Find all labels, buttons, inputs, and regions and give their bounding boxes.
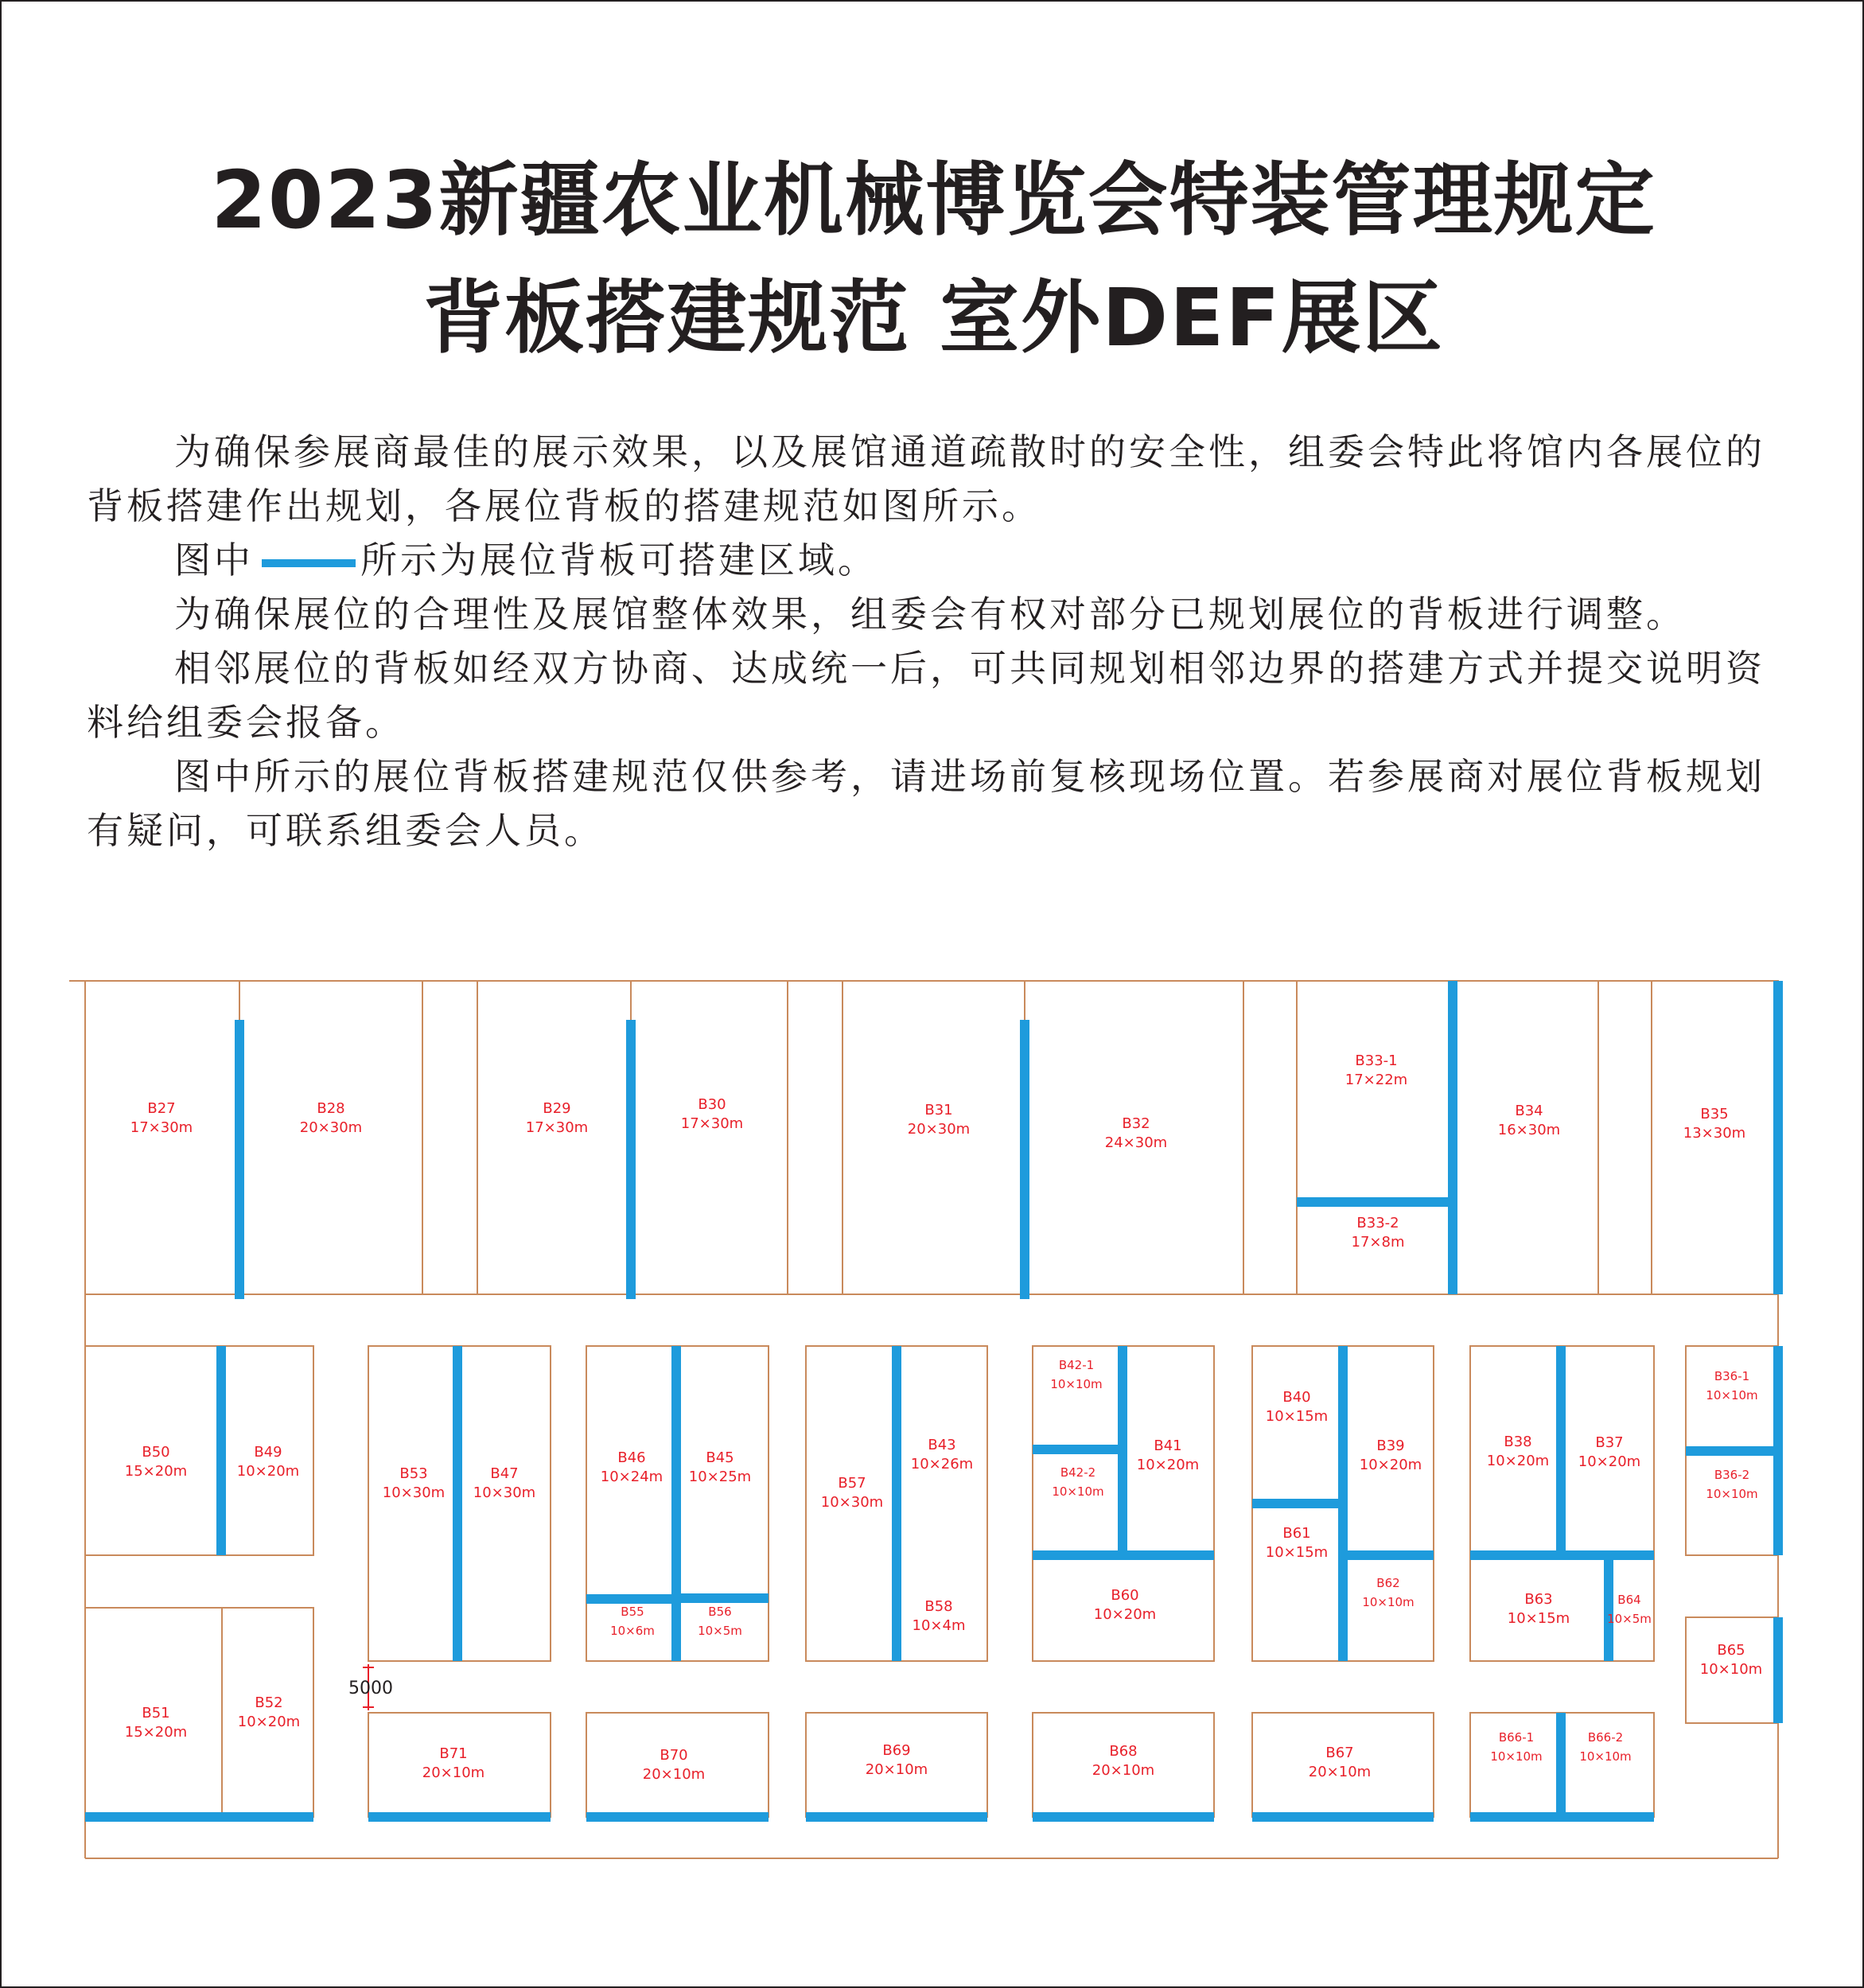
booth-id-label: B56	[708, 1605, 732, 1619]
booth-size-label: 10×10m	[1706, 1388, 1758, 1402]
booth-size-label: 10×10m	[1706, 1487, 1758, 1501]
booth-id-label: B66-2	[1587, 1730, 1624, 1745]
booth-size-label: 10×20m	[1136, 1457, 1200, 1473]
booth-size-label: 10×4m	[912, 1617, 966, 1634]
booth-size-label: 15×20m	[124, 1724, 188, 1741]
booth-id-label: B63	[1524, 1591, 1553, 1608]
booth-id-label: B33-2	[1356, 1215, 1399, 1231]
floor-plan	[2, 2, 1862, 1986]
booth-size-label: 10×30m	[473, 1484, 536, 1501]
booth-size-label: 10×20m	[1578, 1453, 1641, 1470]
booth-size-label: 10×26m	[910, 1456, 974, 1473]
paragraph-disclaimer: 图中所示的展位背板搭建规范仅供参考，请进场前复核现场位置。若参展商对展位背板规划有疑问，可联系组委会人员。	[87, 755, 1765, 852]
booth-id-label: B49	[254, 1444, 282, 1461]
booth-outline	[586, 1713, 769, 1817]
booth-size-label: 20×30m	[299, 1119, 363, 1136]
booth-size-label: 10×10m	[1699, 1661, 1763, 1678]
aisle-dimension-label: 5000	[348, 1679, 393, 1698]
booth-id-label: B27	[147, 1100, 176, 1117]
booth-outline	[85, 981, 239, 1294]
booth-size-label: 20×10m	[1092, 1762, 1155, 1779]
booth-size-label: 10×30m	[820, 1494, 884, 1511]
booth-id-label: B38	[1504, 1434, 1532, 1450]
booth-id-label: B55	[621, 1605, 644, 1619]
booth-size-label: 10×6m	[610, 1624, 655, 1638]
booth-id-label: B68	[1109, 1743, 1138, 1760]
booth-size-label: 10×10m	[1052, 1484, 1104, 1499]
booth-id-label: B62	[1376, 1576, 1400, 1590]
booth-size-label: 10×20m	[1359, 1457, 1422, 1473]
booth-size-label: 10×15m	[1265, 1544, 1329, 1561]
booth-id-label: B65	[1717, 1642, 1745, 1659]
booth-id-label: B34	[1515, 1103, 1543, 1119]
booth-size-label: 17×30m	[130, 1119, 193, 1136]
paragraph-neighbors: 相邻展位的背板如经双方协商、达成统一后，可共同规划相邻边界的搭建方式并提交说明资料给组委会报备。	[87, 647, 1765, 744]
booth-id-label: B36-2	[1714, 1468, 1750, 1482]
booth-size-label: 10×10m	[1490, 1749, 1543, 1764]
booth-outline	[457, 1346, 551, 1661]
booth-size-label: 20×30m	[907, 1121, 971, 1138]
booth-size-label: 10×15m	[1265, 1408, 1329, 1425]
booth-outline	[222, 1608, 313, 1817]
booth-size-label: 10×15m	[1507, 1610, 1570, 1627]
booth-id-label: B33-1	[1355, 1052, 1398, 1069]
booth-size-label: 20×10m	[642, 1766, 706, 1783]
booth-size-label: 17×8m	[1351, 1234, 1405, 1251]
booth-size-label: 10×5m	[698, 1624, 742, 1638]
booth-id-label: B40	[1282, 1389, 1311, 1406]
legend-prefix: 图中	[174, 539, 254, 582]
booth-id-label: B35	[1700, 1106, 1729, 1122]
booth-size-label: 16×30m	[1497, 1122, 1561, 1138]
booth-size-label: 10×20m	[236, 1463, 300, 1480]
booth-id-label: B71	[439, 1745, 468, 1762]
booth-id-label: B51	[142, 1705, 170, 1722]
booth-outline	[631, 981, 788, 1294]
booth-id-label: B37	[1595, 1434, 1624, 1451]
booth-id-label: B64	[1617, 1593, 1641, 1607]
booth-size-label: 10×5m	[1607, 1612, 1652, 1626]
booth-id-label: B39	[1376, 1438, 1405, 1454]
booth-id-label: B52	[255, 1694, 283, 1711]
booth-id-label: B43	[928, 1437, 956, 1453]
booth-id-label: B57	[838, 1475, 866, 1492]
booth-size-label: 10×30m	[382, 1484, 446, 1501]
page-subtitle: 背板搭建规范 室外DEF展区	[423, 271, 1444, 364]
booth-outline	[239, 981, 422, 1294]
booth-id-label: B67	[1325, 1745, 1354, 1761]
booth-id-label: B69	[882, 1742, 911, 1759]
booth-size-label: 17×30m	[680, 1115, 744, 1132]
booth-id-label: B29	[543, 1100, 571, 1117]
booth-size-label: 10×10m	[1362, 1595, 1415, 1609]
booth-id-label: B61	[1282, 1525, 1311, 1542]
booth-outline	[477, 981, 631, 1294]
booth-id-label: B42-1	[1058, 1358, 1095, 1372]
booth-id-label: B45	[706, 1449, 734, 1466]
booth-id-label: B41	[1154, 1438, 1182, 1454]
booth-id-label: B50	[142, 1444, 170, 1461]
booth-size-label: 20×10m	[1308, 1764, 1372, 1780]
booth-size-label: 15×20m	[124, 1463, 188, 1480]
booth-size-label: 10×10m	[1579, 1749, 1632, 1764]
booth-id-label: B58	[924, 1598, 953, 1615]
booth-id-label: B28	[317, 1100, 345, 1117]
booth-size-label: 17×22m	[1344, 1072, 1408, 1088]
booth-id-label: B70	[660, 1747, 688, 1764]
booth-size-label: 10×25m	[688, 1469, 752, 1485]
booth-id-label: B53	[399, 1465, 428, 1482]
booth-id-label: B66-1	[1498, 1730, 1535, 1745]
booth-id-label: B42-2	[1060, 1465, 1096, 1480]
booth-size-label: 17×30m	[525, 1119, 589, 1136]
booth-size-label: 10×20m	[1486, 1453, 1550, 1469]
booth-size-label: 13×30m	[1683, 1125, 1746, 1142]
booth-size-label: 10×20m	[237, 1714, 301, 1730]
booth-id-label: B31	[924, 1102, 953, 1118]
booth-id-label: B47	[490, 1465, 519, 1482]
booth-outline	[368, 1346, 457, 1661]
booth-id-label: B36-1	[1714, 1369, 1750, 1383]
booth-id-label: B46	[617, 1449, 646, 1466]
paragraph-adjustment: 为确保展位的合理性及展馆整体效果，组委会有权对部分已规划展位的背板进行调整。	[174, 593, 1686, 636]
booth-outline	[842, 981, 1025, 1294]
legend-suffix: 所示为展位背板可搭建区域。	[360, 539, 878, 582]
booth-size-label: 20×10m	[865, 1761, 928, 1778]
booth-size-label: 24×30m	[1104, 1134, 1168, 1151]
booth-size-label: 10×10m	[1050, 1377, 1103, 1391]
booth-id-label: B60	[1111, 1587, 1139, 1604]
page-title: 2023新疆农业机械博览会特装管理规定	[211, 154, 1656, 247]
booth-size-label: 10×24m	[600, 1469, 663, 1485]
booth-size-label: 10×20m	[1093, 1606, 1157, 1623]
booth-id-label: B32	[1122, 1115, 1150, 1132]
booth-size-label: 20×10m	[422, 1764, 485, 1781]
booth-id-label: B30	[698, 1096, 726, 1113]
paragraph-purpose: 为确保参展商最佳的展示效果，以及展馆通道疏散时的安全性，组委会特此将馆内各展位的背板搭建作出规划，各展位背板的搭建规范如图所示。	[87, 430, 1765, 527]
